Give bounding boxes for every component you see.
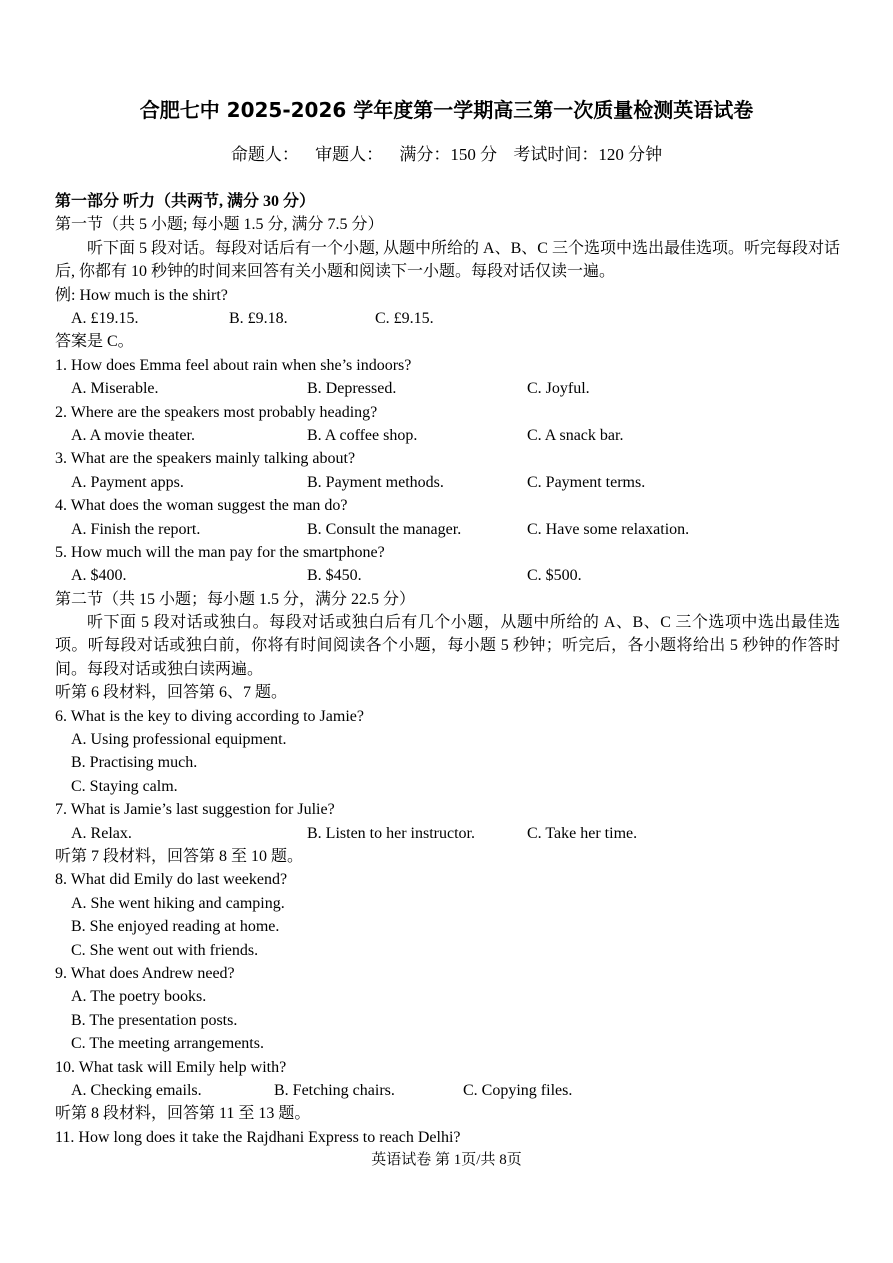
material-7-note: 听第 7 段材料，回答第 8 至 10 题。 bbox=[55, 848, 304, 866]
question-6: 6. What is the key to diving according to Jamie? bbox=[55, 707, 364, 725]
section2-instruction: 听下面 5 段对话或独白。每段对话或独白后有几个小题，从题中所给的 A、B、C 三个选项中选出最佳选项。听每段对话或独白前，你将有时间阅读各个小题，每小题 5 秒钟；听完后，各小题将给出 5 秒钟的作答时间。每段对话或独白读两遍。 bbox=[55, 614, 840, 678]
option-b: B. Fetching chairs. bbox=[274, 1081, 395, 1099]
option-a: A. Checking emails. bbox=[71, 1081, 202, 1099]
section1-instruction: 听下面 5 段对话。每段对话后有一个小题, 从题中所给的 A、B、C 三个选项中选出最佳选项。听完每段对话后, 你都有 10 秒钟的时间来回答有关小题和阅读下一小题。每段对话仅读一遍。 bbox=[55, 239, 840, 281]
option-a: A. The poetry books. bbox=[71, 988, 207, 1006]
option-b: B. Payment methods. bbox=[307, 473, 444, 491]
exam-title: 合肥七中 2025-2026 学年度第一学期高三第一次质量检测英语试卷 bbox=[139, 98, 754, 122]
option-c: C. Copying files. bbox=[463, 1081, 573, 1099]
reviewer-label: 审题人： bbox=[315, 145, 384, 164]
page-footer: 英语试卷 第 1页/共 8页 bbox=[371, 1152, 522, 1168]
option-a: A. Using professional equipment. bbox=[71, 731, 287, 749]
option-c: C. She went out with friends. bbox=[71, 941, 259, 959]
option-a: A. She went hiking and camping. bbox=[71, 894, 285, 912]
question-2: 2. Where are the speakers most probably heading? bbox=[55, 403, 378, 421]
question-7: 7. What is Jamie’s last suggestion for Julie? bbox=[55, 801, 335, 819]
question-10: 10. What task will Emily help with? bbox=[55, 1058, 287, 1076]
option-a: A. Finish the report. bbox=[71, 520, 201, 538]
question-9: 9. What does Andrew need? bbox=[55, 964, 235, 982]
question-11: 11. How long does it take the Rajdhani Express to reach Delhi? bbox=[55, 1128, 461, 1146]
option-c: C. Joyful. bbox=[527, 380, 590, 398]
question-5-options bbox=[55, 564, 840, 587]
question-7-options bbox=[55, 822, 840, 845]
option-c: C. The meeting arrangements. bbox=[71, 1035, 264, 1053]
question-8: 8. What did Emily do last weekend? bbox=[55, 871, 288, 889]
material-8-note: 听第 8 段材料，回答第 11 至 13 题。 bbox=[55, 1105, 311, 1123]
material-6-note: 听第 6 段材料，回答第 6、7 题。 bbox=[55, 684, 288, 702]
option-a: A. Miserable. bbox=[71, 380, 159, 398]
question-1-options bbox=[55, 377, 840, 400]
option-b: B. Consult the manager. bbox=[307, 520, 462, 538]
question-1: 1. How does Emma feel about rain when she’s indoors? bbox=[55, 356, 412, 374]
option-a: A. Payment apps. bbox=[71, 473, 184, 491]
part1-heading: 第一部分 听力（共两节, 满分 30 分） bbox=[55, 193, 316, 210]
example-options bbox=[55, 307, 840, 330]
section1-heading: 第一节（共 5 小题; 每小题 1.5 分, 满分 7.5 分） bbox=[55, 216, 384, 234]
option-b: B. The presentation posts. bbox=[71, 1011, 238, 1029]
question-4: 4. What does the woman suggest the man do? bbox=[55, 497, 348, 515]
option-c: C. Staying calm. bbox=[71, 777, 178, 795]
option-c: C. A snack bar. bbox=[527, 426, 624, 444]
question-10-options bbox=[55, 1079, 840, 1102]
example-question: 例: How much is the shirt? bbox=[55, 286, 228, 304]
option-b: B. A coffee shop. bbox=[307, 426, 418, 444]
exam-time: 考试时间：120 分钟 bbox=[513, 145, 663, 164]
option-a: A. A movie theater. bbox=[71, 426, 195, 444]
option-b: B. Listen to her instructor. bbox=[307, 824, 475, 842]
question-3-options bbox=[55, 471, 840, 494]
option-b: B. $450. bbox=[307, 567, 362, 585]
full-score: 满分：150 分 bbox=[399, 145, 498, 164]
option-b: B. Practising much. bbox=[71, 754, 198, 772]
question-5: 5. How much will the man pay for the smartphone? bbox=[55, 543, 385, 561]
exam-content bbox=[55, 190, 840, 1149]
option-b: B. Depressed. bbox=[307, 380, 397, 398]
question-2-options bbox=[55, 424, 840, 447]
exam-info-line bbox=[0, 140, 893, 165]
option-c: C. $500. bbox=[527, 567, 582, 585]
example-option-b: B. £9.18. bbox=[229, 309, 288, 327]
option-a: A. Relax. bbox=[71, 824, 132, 842]
option-a: A. $400. bbox=[71, 567, 127, 585]
option-c: C. Payment terms. bbox=[527, 473, 646, 491]
option-b: B. She enjoyed reading at home. bbox=[71, 918, 280, 936]
option-c: C. Take her time. bbox=[527, 824, 638, 842]
question-4-options bbox=[55, 518, 840, 541]
setter-label: 命题人： bbox=[230, 145, 299, 164]
example-answer: 答案是 C。 bbox=[55, 333, 134, 351]
example-option-c: C. £9.15. bbox=[375, 309, 434, 327]
question-3: 3. What are the speakers mainly talking about? bbox=[55, 450, 356, 468]
example-option-a: A. £19.15. bbox=[71, 309, 139, 327]
section2-heading: 第二节（共 15 小题；每小题 1.5 分，满分 22.5 分） bbox=[55, 590, 416, 608]
option-c: C. Have some relaxation. bbox=[527, 520, 690, 538]
